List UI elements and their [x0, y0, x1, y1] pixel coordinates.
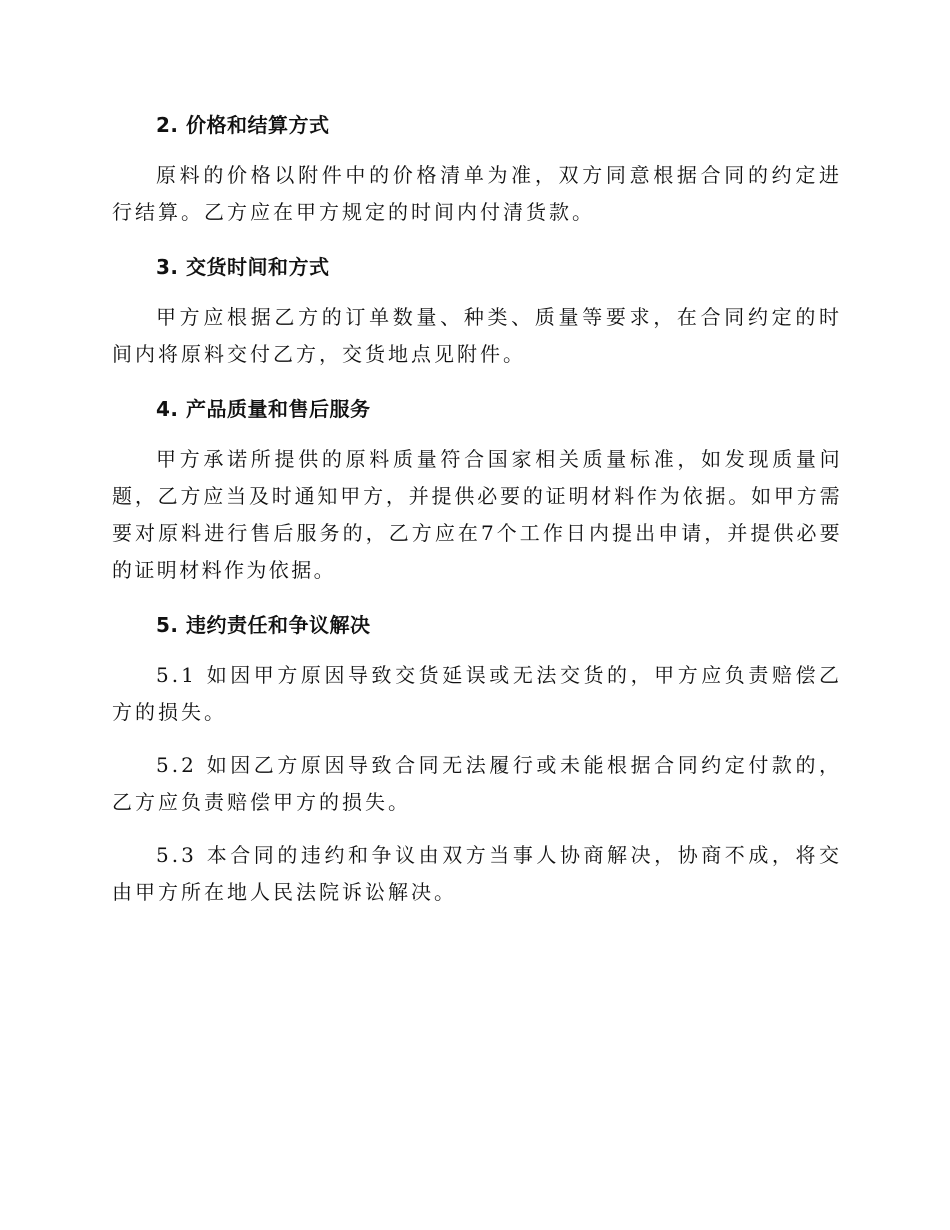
section-paragraph: 甲方应根据乙方的订单数量、种类、质量等要求，在合同约定的时间内将原料交付乙方，交货地点见附件。	[112, 305, 842, 366]
section-delivery	[112, 247, 842, 373]
section-paragraph: 甲方承诺所提供的原料质量符合国家相关质量标准，如发现质量问题，乙方应当及时通知甲方，并提供必要的证明材料作为依据。如甲方需要对原料进行售后服务的，乙方应在7个工作日内提出申请，并提供必要的证明材料作为依据。	[112, 447, 842, 582]
clause-5-2: 5.2 如因乙方原因导致合同无法履行或未能根据合同约定付款的，乙方应负责赔偿甲方的损失。	[112, 753, 842, 814]
section-quality-service	[112, 389, 842, 589]
section-heading: 2. 价格和结算方式	[156, 113, 330, 137]
section-heading: 3. 交货时间和方式	[156, 255, 330, 279]
document-page	[112, 105, 842, 927]
section-liability-dispute	[112, 605, 842, 911]
section-pricing-settlement	[112, 105, 842, 231]
section-heading: 5. 违约责任和争议解决	[156, 613, 371, 637]
section-heading: 4. 产品质量和售后服务	[156, 397, 371, 421]
clause-5-3: 5.3 本合同的违约和争议由双方当事人协商解决，协商不成，将交由甲方所在地人民法院诉讼解决。	[112, 843, 842, 904]
clause-5-1: 5.1 如因甲方原因导致交货延误或无法交货的，甲方应负责赔偿乙方的损失。	[112, 663, 842, 724]
section-paragraph: 原料的价格以附件中的价格清单为准，双方同意根据合同的约定进行结算。乙方应在甲方规定的时间内付清货款。	[112, 163, 842, 224]
